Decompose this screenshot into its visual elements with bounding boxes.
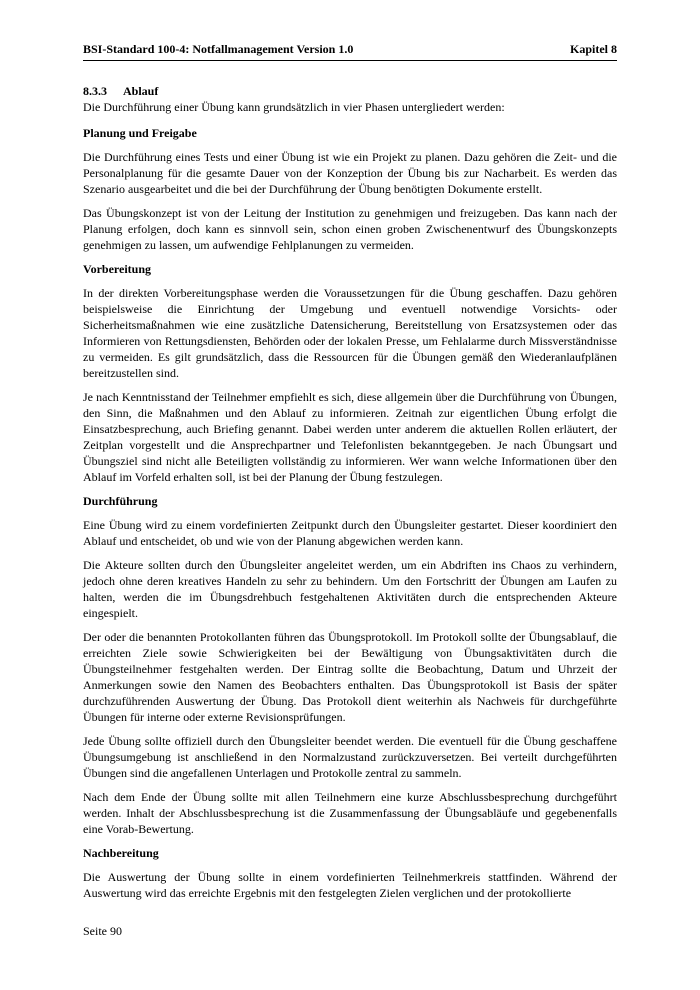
phase-heading: Nachbereitung (83, 846, 159, 860)
section-heading (83, 83, 617, 99)
section-title: Ablauf (123, 84, 159, 98)
phase-heading: Vorbereitung (83, 262, 152, 276)
header-rule (83, 60, 617, 61)
paragraph: Die Akteure sollten durch den Übungsleiter angeleitet werden, um ein Abdriften ins Chaos zu verhindern, jedoch ohne deren kreatives Handeln zu sehr zu behindern. Um den Fortschritt der Übungen am Laufen zu halten, werden die im Übungsdrehbuch festgehaltenen Aktivitäten durch die entsprechenden Akteure eingespielt. (83, 558, 617, 620)
paragraph: In der direkten Vorbereitungsphase werden die Voraussetzungen für die Übung geschaffen. Dazu gehören beispielsweise die Einrichtung der Umgebung und eventuell notwendige Vorsichts- oder Sicherheitsmaßnahmen wie eine zusätzliche Datensicherung, Bereitstellung von Ersatzsystemen oder das Informieren von Rettungsdiensten, Behörden oder der lokalen Presse, um Fehlalarme durch Missverständnisse zu vermeiden. Es gilt grundsätzlich, dass die Ressourcen für die Übungen gemäß den Wiederanlaufplänen bereitzustellen sind. (83, 286, 617, 380)
header-document-title: BSI-Standard 100-4: Notfallmanagement Version 1.0 (83, 42, 354, 56)
paragraph: Das Übungskonzept ist von der Leitung der Institution zu genehmigen und freizugeben. Das kann nach der Planung erfolgen, doch kann es sinnvoll sein, schon einen groben Zwischenentwurf des Übungskonzepts genehmigen zu lassen, um aufwendige Fehlplanungen zu vermeiden. (83, 206, 617, 252)
section-intro: Die Durchführung einer Übung kann grundsätzlich in vier Phasen untergliedert werden: (83, 100, 505, 114)
page-number: Seite 90 (83, 924, 122, 938)
phase-heading: Planung und Freigabe (83, 126, 197, 140)
paragraph: Nach dem Ende der Übung sollte mit allen Teilnehmern eine kurze Abschlussbesprechung durchgeführt werden. Inhalt der Abschlussbesprechung ist die Zusammenfassung der Übungsabläufe und gegebenenfalls eine Vorab-Bewertung. (83, 790, 617, 836)
page-header (83, 42, 617, 56)
phase-nachbereitung (83, 845, 617, 901)
phase-heading: Durchführung (83, 494, 158, 508)
paragraph: Jede Übung sollte offiziell durch den Übungsleiter beendet werden. Die eventuell für die Übung geschaffene Übungsumgebung ist anschließend in den Normalzustand zurückzuversetzen. Bei verteilt durchgeführten Übungen sind die angefallenen Unterlagen und Protokolle zentral zu sammeln. (83, 734, 617, 780)
paragraph: Der oder die benannten Protokollanten führen das Übungsprotokoll. Im Protokoll sollte der Übungsablauf, die erreichten Ziele sowie Schwierigkeiten bei der Bewältigung von Übungsaktivitäten durch die Übungsteilnehmer festgehalten werden. Der Eintrag sollte die Beobachtung, Datum und Uhrzeit der Anmerkungen sowie den Namen des Beobachters enthalten. Das Übungsprotokoll ist Basis der später durchzuführenden Auswertung der Übung. Das Protokoll dient weiterhin als Nachweis für durchgeführte Übungen für interne oder externe Revisionsprüfungen. (83, 630, 617, 724)
phase-durchfuehrung (83, 493, 617, 837)
section-number: 8.3.3 (83, 84, 107, 98)
paragraph: Die Auswertung der Übung sollte in einem vordefinierten Teilnehmerkreis stattfinden. Während der Auswertung wird das erreichte Ergebnis mit den festgelegten Zielen verglichen und der protokollierte (83, 870, 617, 900)
page-content (83, 83, 617, 909)
paragraph: Eine Übung wird zu einem vordefinierten Zeitpunkt durch den Übungsleiter gestartet. Dieser koordiniert den Ablauf und entscheidet, ob und wie von der Planung abgewichen werden kann. (83, 518, 617, 548)
phase-vorbereitung (83, 261, 617, 485)
paragraph: Die Durchführung eines Tests und einer Übung ist wie ein Projekt zu planen. Dazu gehören die Zeit- und die Personalplanung für die gesamte Dauer von der Konzeption der Übung bis zur Nacharbeit. Es werden das Szenario ausgearbeitet und die bei der Durchführung der Übung benötigten Dokumente erstellt. (83, 150, 617, 196)
paragraph: Je nach Kenntnisstand der Teilnehmer empfiehlt es sich, diese allgemein über die Durchführung von Übungen, den Sinn, die Maßnahmen und den Ablauf zu informieren. Zeitnah zur eigentlichen Übung erfolgt die Einsatzbesprechung, auch Briefing genannt. Dabei werden unter anderem die aktuellen Rollen erläutert, der Zeitplan vorgestellt und die Ansprechpartner und Telefonlisten bekanntgegeben. Je nach Übungsart und Übungsziel sind nicht alle Beteiligten vollständig zu informieren. Wer wann welche Informationen über den Ablauf im Vorfeld erhalten soll, ist bei der Planung der Übung festzulegen. (83, 390, 617, 484)
phase-planung (83, 125, 617, 253)
header-chapter: Kapitel 8 (570, 42, 617, 56)
